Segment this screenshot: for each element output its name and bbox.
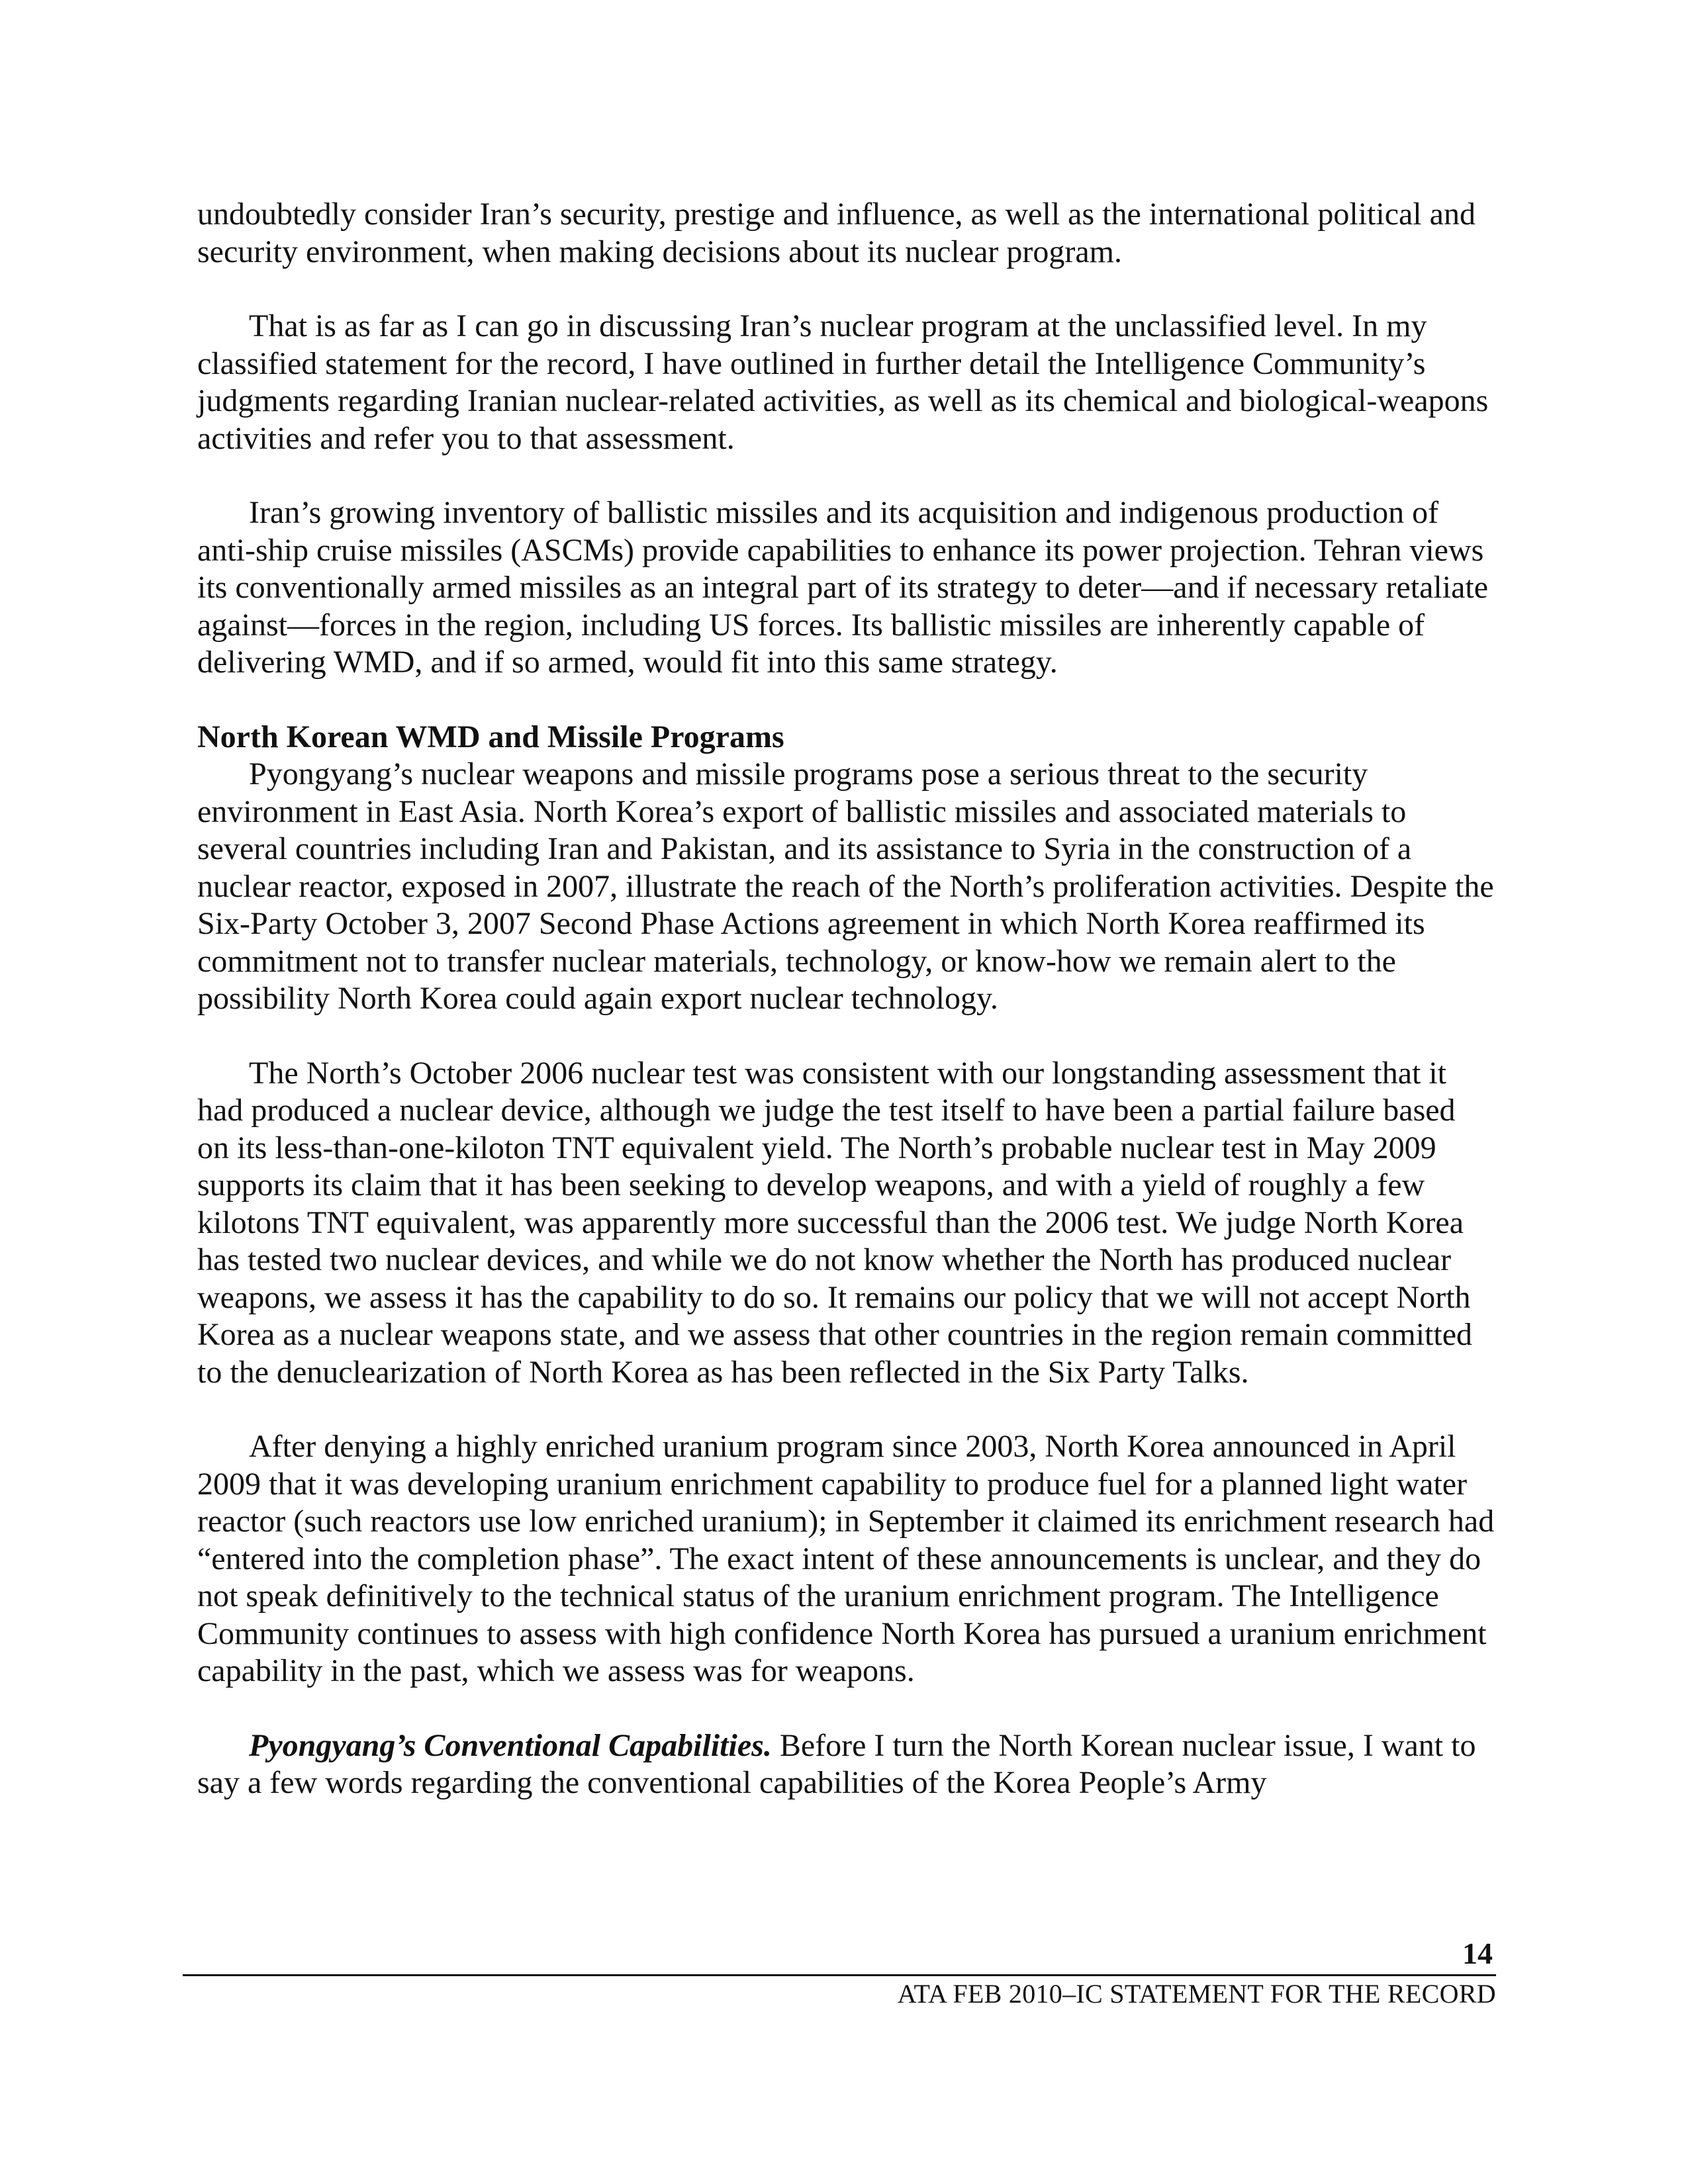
- page-number: 14: [1462, 1936, 1493, 1970]
- body-text: [197, 196, 1495, 1839]
- footer-text: ATA FEB 2010–IC STATEMENT FOR THE RECORD: [897, 1979, 1496, 2009]
- paragraph-uranium-enrichment: After denying a highly enriched uranium program since 2003, North Korea announced in April 2009 that it was developing uranium enrichment capability to produce fuel for a planned light water reactor (such reactors use low enriched uranium); in September it claimed its enrichment research had “entered into the completion phase”. The exact intent of these announcements is unclear, and they do not speak definitively to the technical status of the uranium enrichment program. The Intelligence Community continues to assess with high confidence North Korea has pursued a uranium enrichment capability in the past, which we assess was for weapons.: [197, 1429, 1495, 1688]
- section-heading: North Korean WMD and Missile Programs: [197, 719, 784, 754]
- paragraph-conventional-capabilities: [197, 1727, 1495, 1802]
- paragraph-nuclear-test: The North’s October 2006 nuclear test was consistent with our longstanding assessment that it had produced a nuclear device, although we judge the test itself to have been a partial failure based on its less-than-one-kiloton TNT equivalent yield. The North’s probable nuclear test in May 2009 supports its claim that it has been seeking to develop weapons, and with a yield of roughly a few kilotons TNT equivalent, was apparently more successful than the 2006 test. We judge North Korea has tested two nuclear devices, and while we do not know whether the North has produced nuclear weapons, we assess it has the capability to do so. It remains our policy that we will not accept North Korea as a nuclear weapons state, and we assess that other countries in the region remain committed to the denuclearization of North Korea as has been reflected in the Six Party Talks.: [197, 1055, 1472, 1390]
- paragraph-continued: undoubtedly consider Iran’s security, prestige and influence, as well as the international political and security environment, when making decisions about its nuclear program.: [197, 197, 1476, 269]
- footer-divider: [183, 1974, 1496, 1976]
- runin-heading: Pyongyang’s Conventional Capabilities.: [249, 1727, 772, 1763]
- paragraph-text: Before I turn the North Korean nuclear issue, I want to say a few words regarding the conventional capabilities of the Korea People’s Army: [197, 1727, 1476, 1800]
- paragraph-unclassified-level: That is as far as I can go in discussing Iran’s nuclear program at the unclassified level. In my classified statement for the record, I have outlined in further detail the Intelligence Community’s judgments regarding Iranian nuclear-related activities, as well as its chemical and biological-weapons activities and refer you to that assessment.: [197, 308, 1489, 456]
- paragraph-iran-missiles: Iran’s growing inventory of ballistic missiles and its acquisition and indigenous production of anti-ship cruise missiles (ASCMs) provide capabilities to enhance its power projection. Tehran views its conventionally armed missiles as an integral part of its strategy to deter—and if necessary retaliate against—forces in the region, including US forces. Its ballistic missiles are inherently capable of delivering WMD, and if so armed, would fit into this same strategy.: [197, 495, 1489, 680]
- paragraph-north-korea-threat: Pyongyang’s nuclear weapons and missile programs pose a serious threat to the security environment in East Asia. North Korea’s export of ballistic missiles and associated materials to several countries including Iran and Pakistan, and its assistance to Syria in the construction of a nuclear reactor, exposed in 2007, illustrate the reach of the North’s proliferation activities. Despite the Six-Party October 3, 2007 Second Phase Actions agreement in which North Korea reaffirmed its commitment not to transfer nuclear materials, technology, or know-how we remain alert to the possibility North Korea could again export nuclear technology.: [197, 756, 1494, 1016]
